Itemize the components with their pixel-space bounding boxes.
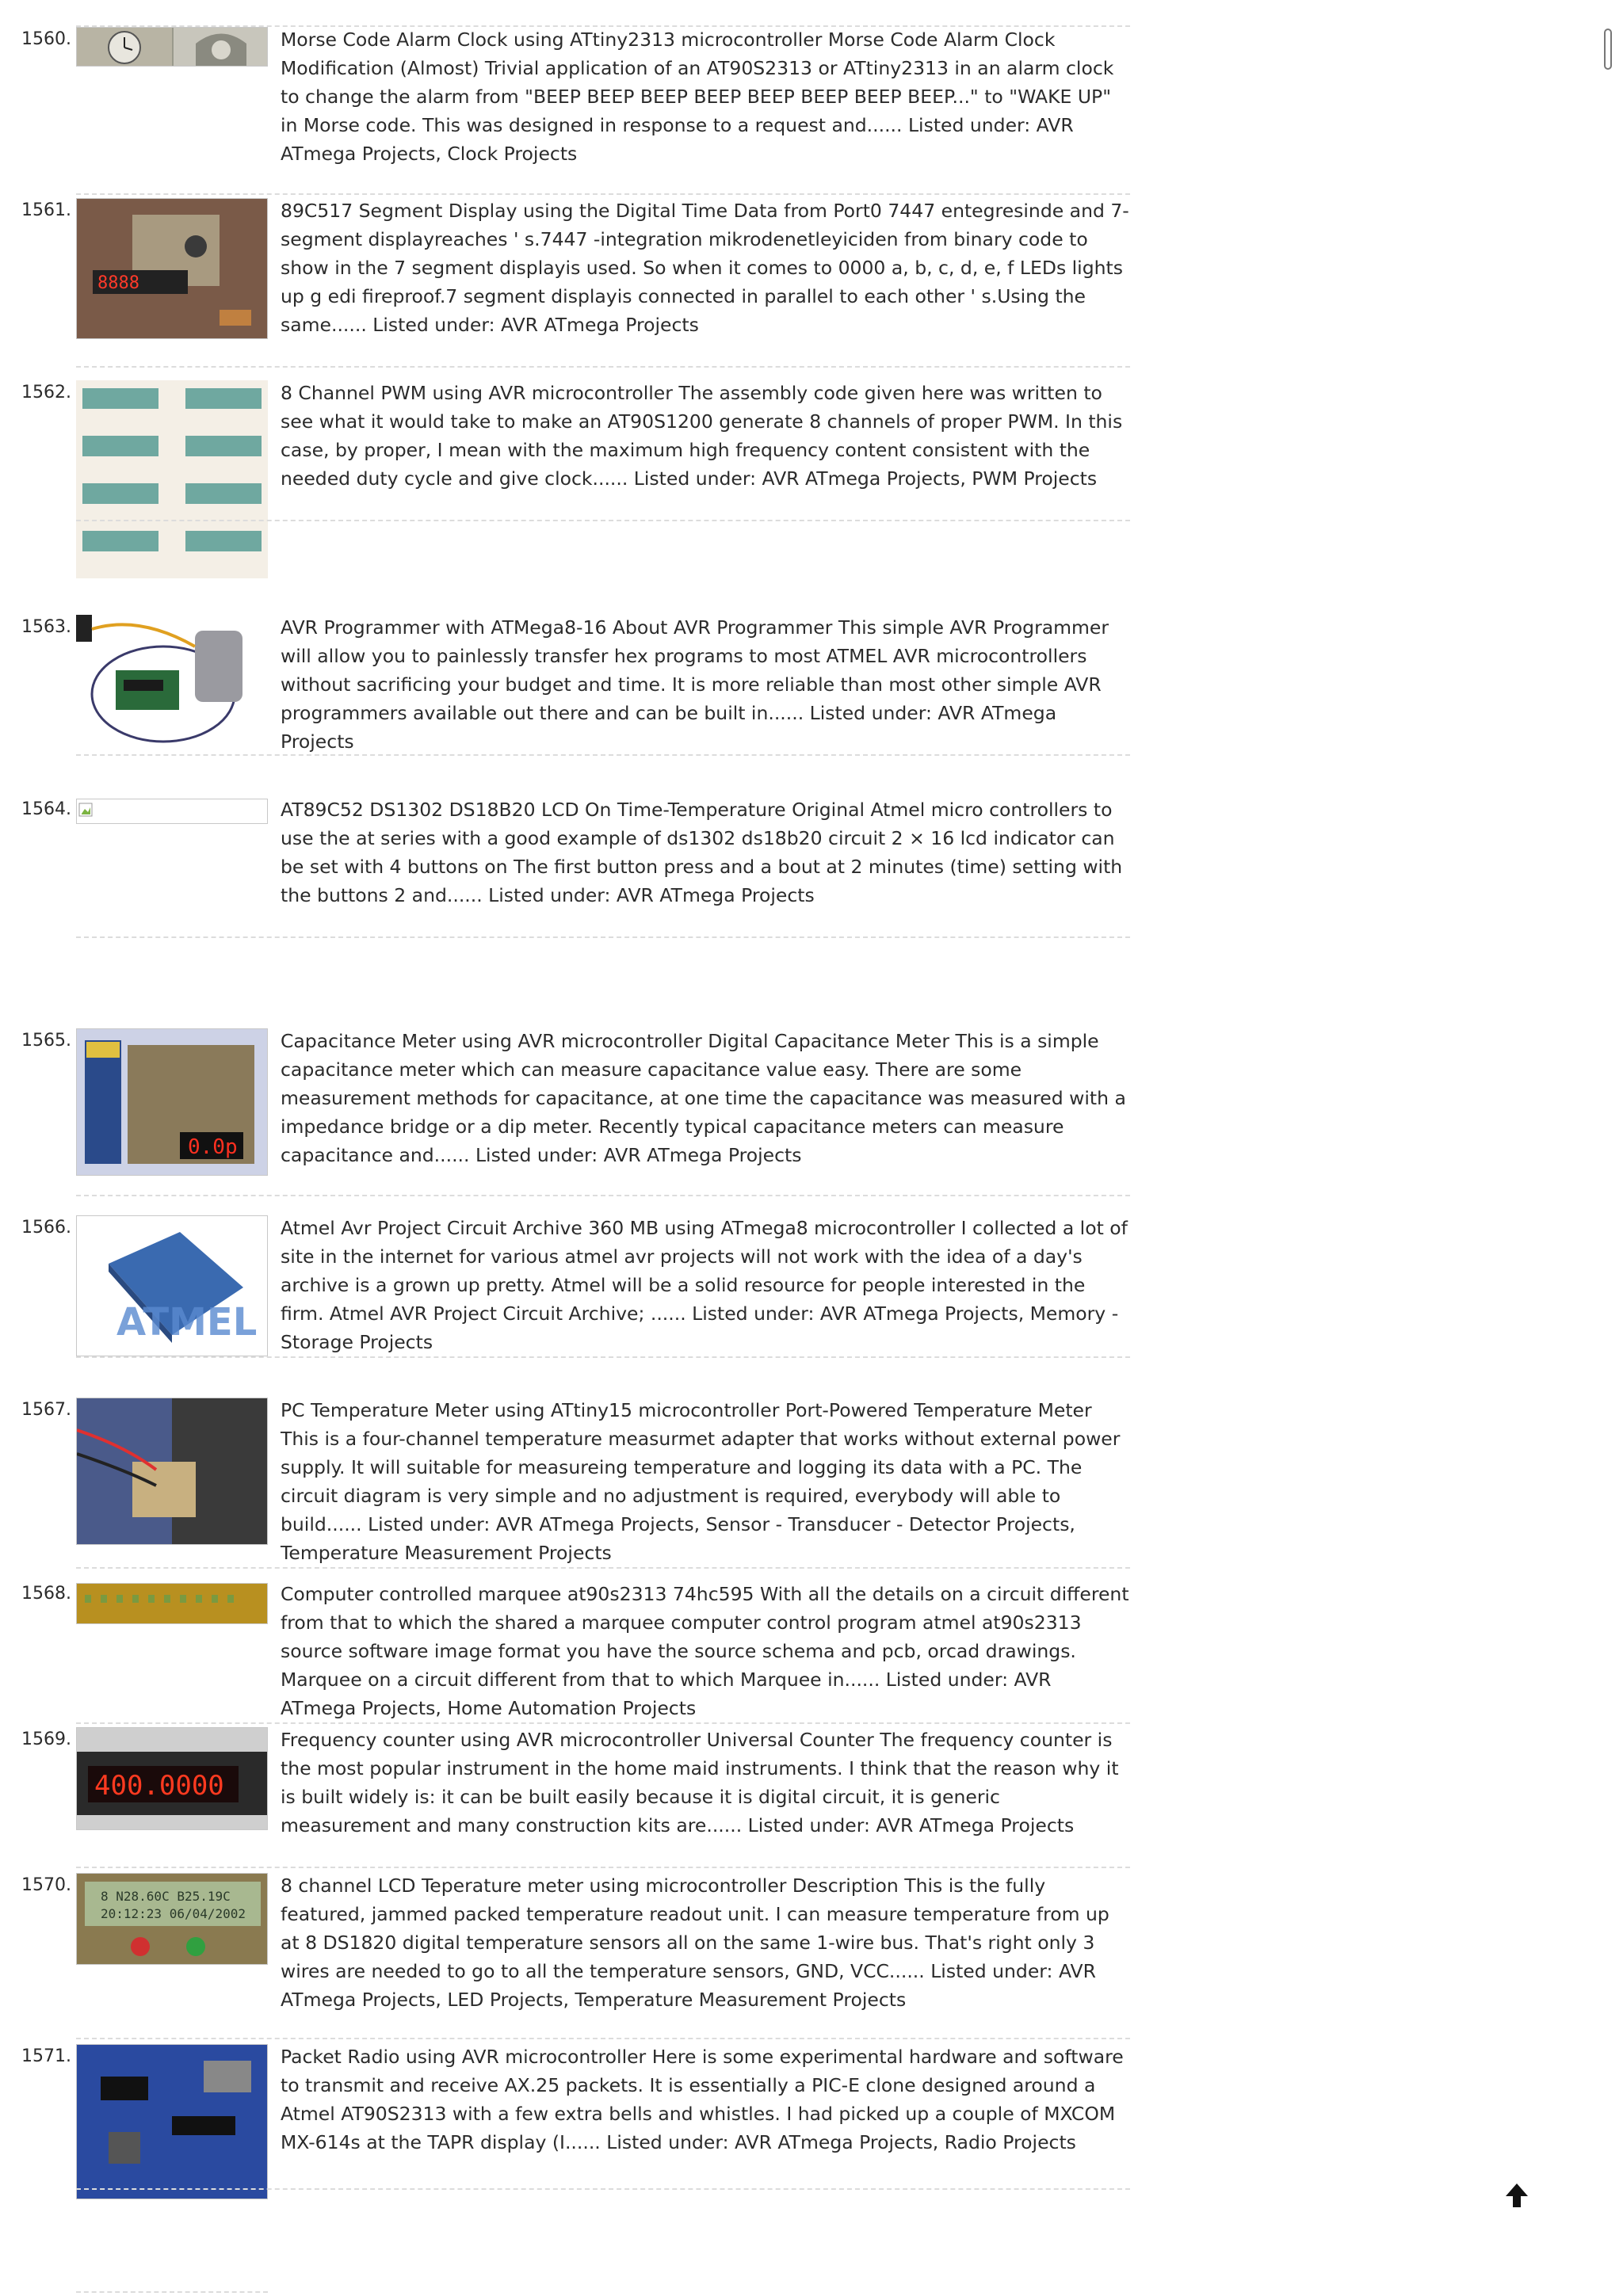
alarm-clock-image: [77, 28, 268, 67]
item-description: Atmel Avr Project Circuit Archive 360 MB using ATmega8 microcontroller I collected a lot of site in the internet for various atmel avr projects will not work with the idea of a day's archive is a grown up pretty. Atmel will be a solid resource for people interested in the firm. Atmel AVR Project Circuit Archive; ...... Listed under: AVR ATmega Projects, Memory - Storage Projects: [281, 1217, 1128, 1353]
item-thumbnail[interactable]: [76, 1873, 268, 1965]
item-number: 1563.: [21, 617, 71, 637]
capacitance-readout: 0.0p: [188, 1135, 238, 1159]
item-number: 1571.: [21, 2046, 71, 2066]
broken-image-placeholder[interactable]: [76, 799, 268, 824]
capacitance-meter-image: [77, 1029, 268, 1176]
atmel-chip-image: [77, 1216, 268, 1356]
pwm-waveforms-image: [76, 380, 268, 578]
item-description: 8 Channel PWM using AVR microcontroller The assembly code given here was written to see what it would take to make an AT90S1200 generate 8 channels of proper PWM. In this case, by proper, I mean with the maximum high frequency content consistent with the needed duty cycle and give clock...... Listed under: AVR ATmega Projects, PWM Projects: [281, 382, 1123, 490]
separator: [76, 754, 1130, 756]
packet-radio-board-image: [77, 2045, 268, 2199]
separator: [76, 936, 1130, 938]
frequency-counter-image: [77, 1728, 268, 1830]
item-number: 1564.: [21, 799, 71, 819]
scrollbar-thumb[interactable]: [1604, 29, 1612, 70]
item-thumbnail[interactable]: [76, 615, 268, 757]
segment-display-image: [77, 199, 268, 339]
separator: [76, 2188, 1130, 2190]
item-thumbnail[interactable]: [76, 380, 268, 578]
lcd-temperature-meter-image: [77, 1874, 268, 1965]
item-description: PC Temperature Meter using ATtiny15 microcontroller Port-Powered Temperature Meter This is a four-channel temperature measurmet adapter that works without external power supply. It will suitable for measureing temperature and logging its data with a PC. The circuit diagram is very simple and no adjustment is required, everybody will able to build...... Listed under: AVR ATmega Projects, Sensor - Transducer - Detector Projects, Temperature Measurement Projects: [281, 1399, 1121, 1564]
item-thumbnail[interactable]: [76, 198, 268, 339]
item-description: AT89C52 DS1302 DS18B20 LCD On Time-Temperature Original Atmel micro controllers to use the at series with a good example of ds1302 ds18b20 circuit 2 × 16 lcd indicator can be set with 4 buttons on The first button press and a bout at 2 minutes (time) setting with the buttons 2 and...... Listed under: AVR ATmega Projects: [281, 799, 1123, 906]
item-number: 1561.: [21, 200, 71, 220]
item-description: Packet Radio using AVR microcontroller Here is some experimental hardware and software to transmit and receive AX.25 packets. It is essentially a PIC-E clone designed around a Atmel AT90S2313 with a few extra bells and whistles. I had picked up a couple of MXCOM MX-614s at the TAPR display (I...... Listed under: AVR ATmega Projects, Radio Projects: [281, 2046, 1124, 2153]
arrow-up-icon: [1501, 2180, 1533, 2212]
separator: [76, 2291, 268, 2293]
desc-text: Computer controlled marquee at90s2313 74hc595 With all the details on a circuit different from that to which the shared a marquee computer control program atmel at90s2313 source software image format you have the source schema and pcb, orcad drawings. Marquee on a circuit different from that to which Marquee in...... Listed under: AVR ATmega Projects, Home Automation Projects: [281, 1583, 1129, 1719]
svg-text:8888: 8888: [97, 273, 139, 293]
item-thumbnail[interactable]: [76, 27, 268, 67]
item-description: 89C517 Segment Display using the Digital Time Data from Port0 7447 entegresinde and 7-segment displayreaches ' s.7447 -integration mikrodenetleyiciden from binary code to show in the 7 segment displayis used. So when it comes to 0000 a, b, c, d, e, f LEDs lights up g edi fireproof.7 segment displayis connected in parallel to each other ' s.Using the same...... Listed under: AVR ATmega Projects: [281, 200, 1129, 336]
separator: [76, 366, 1130, 368]
item-number: 1565.: [21, 1031, 71, 1051]
item-thumbnail[interactable]: [76, 2044, 268, 2199]
item-thumbnail[interactable]: [76, 1398, 268, 1545]
item-thumbnail[interactable]: [76, 1215, 268, 1356]
separator: [76, 1356, 1130, 1358]
item-description: [281, 1580, 1130, 1722]
avr-programmer-image: [76, 615, 268, 757]
marquee-board-image: [77, 1584, 268, 1624]
separator: [76, 520, 1130, 521]
lcd-line-1: 8 N28.60C B25.19C: [101, 1889, 231, 1904]
item-number: 1569.: [21, 1730, 71, 1749]
item-number: 1567.: [21, 1400, 71, 1420]
item-number: 1562.: [21, 383, 71, 402]
item-description: Frequency counter using AVR microcontroller Universal Counter The frequency counter is the most popular instrument in the home maid instruments. I think that the reason why it is built widely is: it can be built easily because it is digital circuit, it is generic measurement and many construction kits are...... Listed under: AVR ATmega Projects: [281, 1729, 1119, 1836]
pc-temperature-meter-image: [77, 1398, 268, 1545]
frequency-readout: 400.0000: [94, 1770, 224, 1802]
item-description: 8 channel LCD Teperature meter using microcontroller Description This is the fully featured, jammed packed temperature readout unit. I can measure temperature from up at 8 DS1820 digital temperature sensors all on the same 1-wire bus. That's right only 3 wires are needed to go to all the temperature sensors, GND, VCC...... Listed under: AVR ATmega Projects, LED Projects, Temperature Measurement Projects: [281, 1875, 1109, 2011]
broken-image-icon: [78, 803, 94, 818]
separator: [76, 2038, 1130, 2039]
item-description: Capacitance Meter using AVR microcontroller Digital Capacitance Meter This is a simple capacitance meter which can measure capacitance value easy. There are some measurement methods for capacitance, at one time the capacitance was measured with a impedance bridge or a dip meter. Recently typical capacitance meters can measure capacitance and...... Listed under: AVR ATmega Projects: [281, 1030, 1126, 1166]
item-number: 1568.: [21, 1584, 71, 1604]
back-to-top-button[interactable]: [1501, 2180, 1533, 2212]
item-thumbnail[interactable]: [76, 1583, 268, 1624]
separator: [76, 193, 1130, 195]
item-thumbnail[interactable]: [76, 1028, 268, 1176]
item-number: 1570.: [21, 1875, 71, 1895]
item-description: Morse Code Alarm Clock using ATtiny2313 microcontroller Morse Code Alarm Clock Modification (Almost) Trivial application of an AT90S2313 or ATtiny2313 in an alarm clock to change the alarm from "BEEP BEEP BEEP BEEP BEEP BEEP BEEP BEEP..." to "WAKE UP" in Morse code. This was designed in response to a request and...... Listed under: AVR ATmega Projects, Clock Projects: [281, 29, 1114, 165]
svg-text:ATMEL: ATMEL: [116, 1300, 258, 1344]
separator: [76, 1195, 1130, 1196]
item-number: 1566.: [21, 1218, 71, 1238]
separator: [76, 1867, 1130, 1868]
separator: [76, 1722, 1130, 1724]
item-description: AVR Programmer with ATMega8-16 About AVR Programmer This simple AVR Programmer will allow you to painlessly transfer hex programs to most ATMEL AVR microcontrollers without sacrificing your budget and time. It is more reliable than most other simple AVR programmers available out there and can be built in...... Listed under: AVR ATmega Projects: [281, 616, 1109, 753]
item-number: 1560.: [21, 29, 71, 49]
item-thumbnail[interactable]: [76, 1727, 268, 1830]
lcd-line-2: 20:12:23 06/04/2002: [101, 1906, 246, 1921]
separator: [76, 1567, 1130, 1569]
